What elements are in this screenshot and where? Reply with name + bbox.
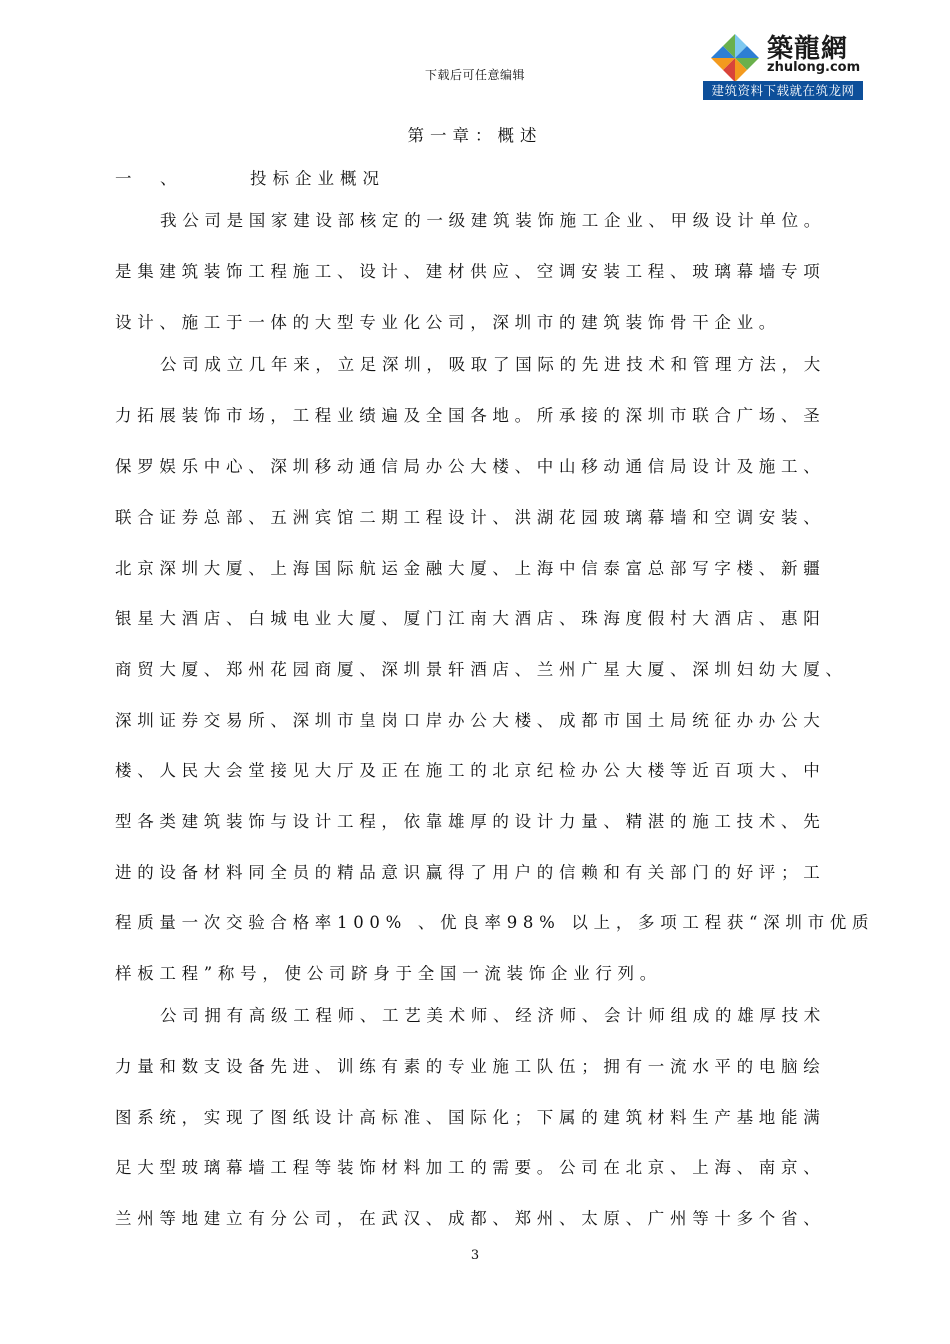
body-line: 联合证券总部、五洲宾馆二期工程设计、洪湖花园玻璃幕墙和空调安装、 bbox=[115, 508, 826, 527]
body-line: 我公司是国家建设部核定的一级建筑装饰施工企业、甲级设计单位。 bbox=[160, 211, 826, 230]
logo-domain: zhulong.com bbox=[767, 60, 861, 75]
body-line: 力量和数支设备先进、训练有素的专业施工队伍；拥有一流水平的电脑绘 bbox=[115, 1057, 826, 1076]
body-line: 公司拥有高级工程师、工艺美术师、经济师、会计师组成的雄厚技术 bbox=[160, 1006, 826, 1025]
body-line: 足大型玻璃幕墙工程等装饰材料加工的需要。公司在北京、上海、南京、 bbox=[115, 1158, 826, 1177]
body-line: 北京深圳大厦、上海国际航运金融大厦、上海中信泰富总部写字楼、新疆 bbox=[115, 559, 826, 578]
body-line: 深圳证券交易所、深圳市皇岗口岸办公大楼、成都市国土局统征办办公大 bbox=[115, 711, 826, 730]
body-line: 兰州等地建立有分公司，在武汉、成都、郑州、太原、广州等十多个省、 bbox=[115, 1209, 826, 1228]
body-line: 银星大酒店、白城电业大厦、厦门江南大酒店、珠海度假村大酒店、惠阳 bbox=[115, 609, 826, 628]
section-number: 一 bbox=[115, 169, 138, 188]
body-line: 力拓展装饰市场，工程业绩遍及全国各地。所承接的深圳市联合广场、圣 bbox=[115, 406, 826, 425]
header-note: 下载后可任意编辑 bbox=[425, 68, 526, 82]
body-line: 样板工程”称号，使公司跻身于全国一流装饰企业行列。 bbox=[115, 964, 662, 983]
page-number: 3 bbox=[470, 1248, 480, 1263]
body-line: 商贸大厦、郑州花园商厦、深圳景轩酒店、兰州广星大厦、深圳妇幼大厦、 bbox=[115, 660, 848, 679]
body-line: 图系统，实现了图纸设计高标准、国际化；下属的建筑材料生产基地能满 bbox=[115, 1108, 826, 1127]
body-line: 型各类建筑装饰与设计工程，依靠雄厚的设计力量、精湛的施工技术、先 bbox=[115, 812, 826, 831]
logo-slogan-banner: 建筑资料下载就在筑龙网 bbox=[703, 81, 863, 100]
body-line: 是集建筑装饰工程施工、设计、建材供应、空调安装工程、玻璃幕墙专项 bbox=[115, 262, 826, 281]
pinwheel-logo-icon bbox=[707, 30, 763, 86]
section-separator: 、 bbox=[160, 169, 183, 188]
body-line: 公司成立几年来，立足深圳，吸取了国际的先进技术和管理方法，大 bbox=[160, 355, 826, 374]
body-line: 保罗娱乐中心、深圳移动通信局办公大楼、中山移动通信局设计及施工、 bbox=[115, 457, 826, 476]
body-line: 程质量一次交验合格率100% 、优良率98% 以上，多项工程获“深圳市优质 bbox=[115, 913, 875, 932]
zhulong-logo bbox=[703, 26, 863, 100]
body-line: 设计、施工于一体的大型专业化公司，深圳市的建筑装饰骨干企业。 bbox=[115, 313, 781, 332]
section-title: 投标企业概况 bbox=[250, 169, 385, 188]
logo-name-cn: 築龍網 bbox=[767, 34, 849, 64]
chapter-title: 第一章：概述 bbox=[407, 126, 543, 145]
body-line: 楼、人民大会堂接见大厅及正在施工的北京纪检办公大楼等近百项大、中 bbox=[115, 761, 826, 780]
body-line: 进的设备材料同全员的精品意识赢得了用户的信赖和有关部门的好评；工 bbox=[115, 863, 826, 882]
